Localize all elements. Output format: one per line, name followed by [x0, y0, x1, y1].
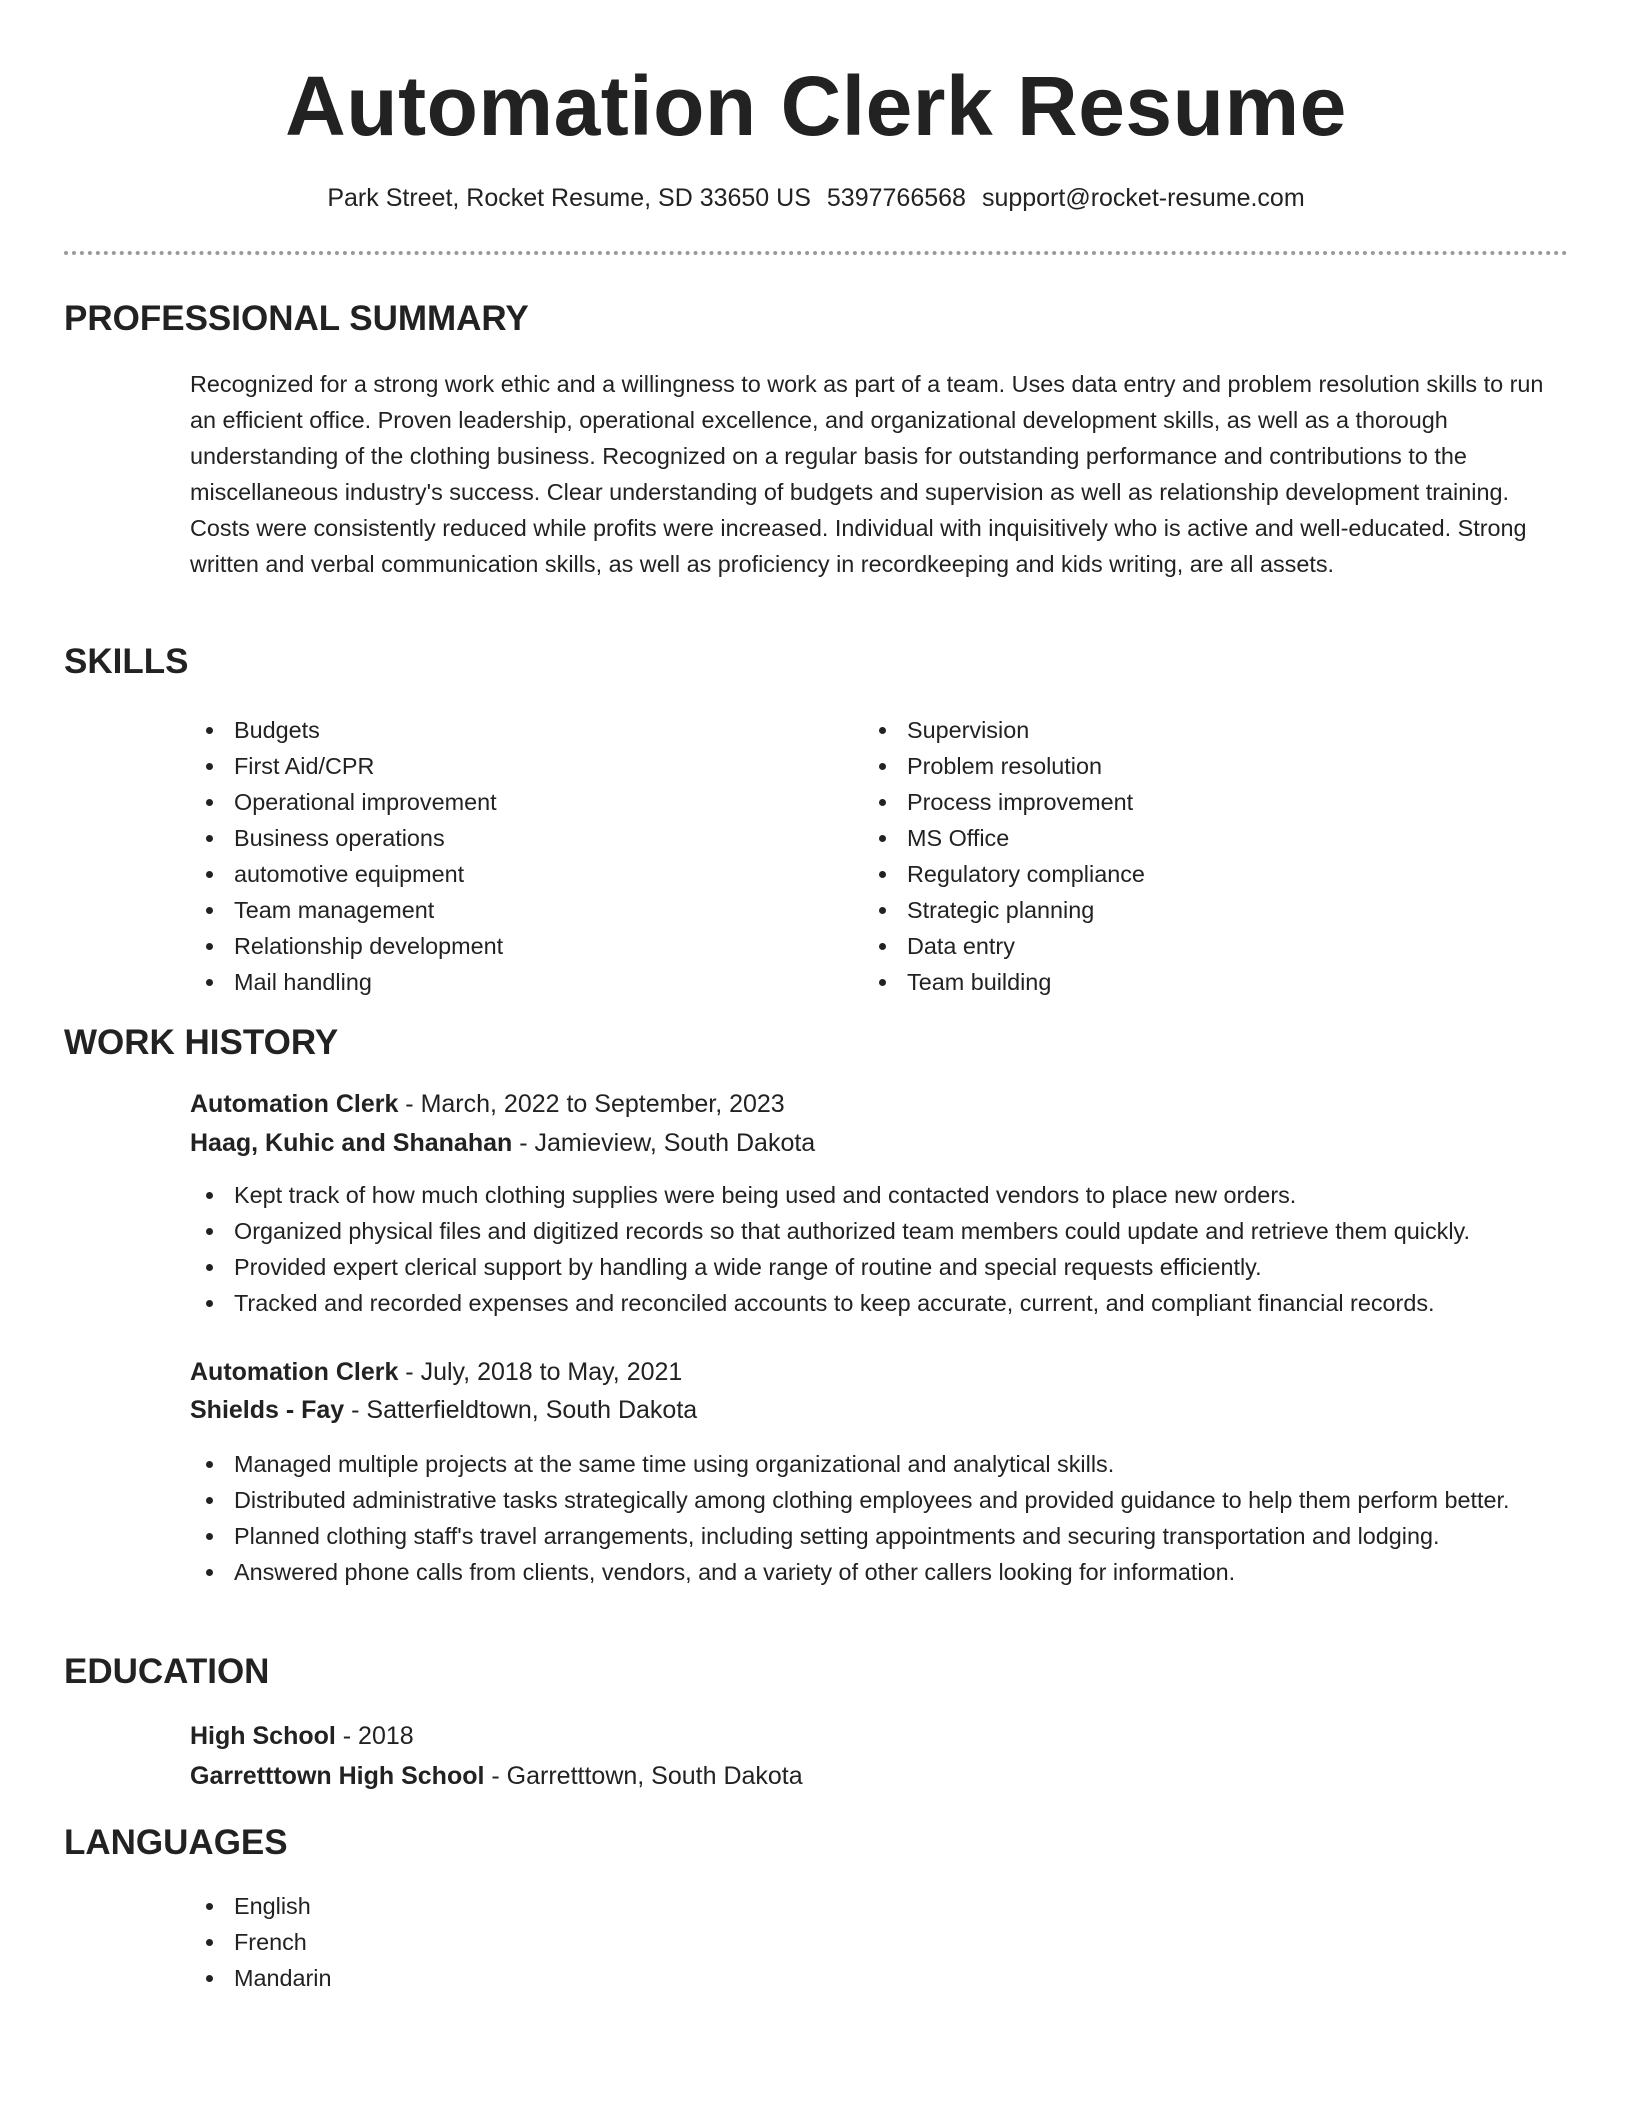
skill-item: Operational improvement — [190, 784, 830, 820]
job-bullet: Planned clothing staff's travel arrangements, including setting appointments and securing transportation and lodging. — [190, 1518, 1570, 1554]
language-item: English — [190, 1888, 1570, 1924]
contact-address: Park Street, Rocket Resume, SD 33650 US — [327, 184, 811, 212]
skill-item: Regulatory compliance — [863, 856, 1503, 892]
skills-column-left — [190, 712, 830, 1000]
education-school: Garretttown High School — [190, 1762, 485, 1790]
skill-item: Team management — [190, 892, 830, 928]
section-title-skills: SKILLS — [64, 642, 189, 681]
job-bullet: Organized physical files and digitized records so that authorized team members could update and retrieve them quickly. — [190, 1213, 1570, 1249]
skill-item: Strategic planning — [863, 892, 1503, 928]
contact-email: support@rocket-resume.com — [981, 184, 1305, 212]
job-1-bullets — [190, 1177, 1570, 1321]
job-1-title-line — [190, 1086, 785, 1122]
education-school-line — [190, 1758, 803, 1794]
resume-title: Automation Clerk Resume — [285, 59, 1347, 153]
skill-item: Budgets — [190, 712, 830, 748]
job-2-title-line — [190, 1354, 682, 1390]
skill-item: Relationship development — [190, 928, 830, 964]
job-1-role: Automation Clerk — [190, 1090, 399, 1118]
section-title-summary: PROFESSIONAL SUMMARY — [64, 299, 529, 338]
job-1-company-line — [190, 1125, 815, 1161]
skill-item: Mail handling — [190, 964, 830, 1000]
job-1-company: Haag, Kuhic and Shanahan — [190, 1129, 513, 1157]
section-title-languages: LANGUAGES — [64, 1823, 288, 1862]
education-degree: High School — [190, 1722, 336, 1750]
skill-item: MS Office — [863, 820, 1503, 856]
skill-item: Process improvement — [863, 784, 1503, 820]
job-bullet: Answered phone calls from clients, vendors, and a variety of other callers looking for information. — [190, 1554, 1570, 1590]
job-bullet: Kept track of how much clothing supplies were being used and contacted vendors to place new orders. — [190, 1177, 1570, 1213]
job-bullet: Provided expert clerical support by handling a wide range of routine and special requests efficiently. — [190, 1249, 1570, 1285]
summary-text: Recognized for a strong work ethic and a willingness to work as part of a team. Uses data entry and problem resolution skills to run an efficient office. Proven leadership, operational excellence, and organizational development skills, as well as a thorough understanding of the clothing business. Recognized on a regular basis for outstanding performance and contributions to the miscellaneous industry's success. Clear understanding of budgets and supervision as well as relationship development training. Costs were consistently reduced while profits were increased. Individual with inquisitively who is active and well-educated. Strong written and verbal communication skills, as well as proficiency in recordkeeping and kids writing, are all assets. — [190, 371, 1544, 577]
job-bullet: Tracked and recorded expenses and reconciled accounts to keep accurate, current, and compliant financial records. — [190, 1285, 1570, 1321]
skill-item: Business operations — [190, 820, 830, 856]
job-2-company-line — [190, 1392, 697, 1428]
section-title-education: EDUCATION — [64, 1652, 270, 1691]
education-year: - 2018 — [335, 1722, 414, 1750]
job-1-dates: - March, 2022 to September, 2023 — [398, 1090, 785, 1118]
language-item: French — [190, 1924, 1570, 1960]
job-bullet: Distributed administrative tasks strategically among clothing employees and provided guidance to help them perform better. — [190, 1482, 1570, 1518]
job-2-location: - Satterfieldtown, South Dakota — [344, 1396, 698, 1424]
header-divider — [64, 251, 1568, 255]
contact-line — [0, 182, 1632, 214]
section-title-work-history: WORK HISTORY — [64, 1023, 339, 1062]
job-2-bullets — [190, 1446, 1570, 1590]
skills-column-right — [863, 712, 1503, 1000]
skill-item: automotive equipment — [190, 856, 830, 892]
skill-item: Supervision — [863, 712, 1503, 748]
education-degree-line — [190, 1718, 414, 1754]
job-2-dates: - July, 2018 to May, 2021 — [398, 1358, 683, 1386]
job-1-location: - Jamieview, South Dakota — [512, 1129, 816, 1157]
education-location: - Garretttown, South Dakota — [484, 1762, 803, 1790]
job-bullet: Managed multiple projects at the same time using organizational and analytical skills. — [190, 1446, 1570, 1482]
languages-list — [190, 1888, 1570, 1996]
skill-item: Data entry — [863, 928, 1503, 964]
contact-phone: 5397766568 — [826, 184, 966, 212]
job-2-company: Shields - Fay — [190, 1396, 345, 1424]
skill-item: Team building — [863, 964, 1503, 1000]
language-item: Mandarin — [190, 1960, 1570, 1996]
skill-item: Problem resolution — [863, 748, 1503, 784]
skill-item: First Aid/CPR — [190, 748, 830, 784]
job-2-role: Automation Clerk — [190, 1358, 399, 1386]
